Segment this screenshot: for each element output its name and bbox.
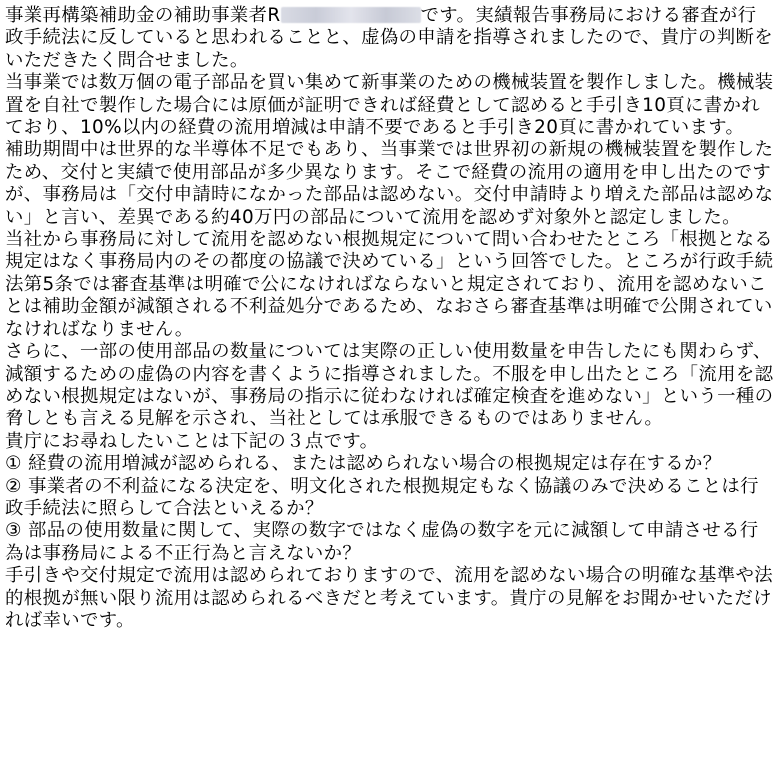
paragraph-false-instruction: さらに、一部の使用部品の数量については実際の正しい使用数量を申告したにも関わらず、減額するための虚偽の内容を書くように指導されました。不服を申し出たところ「流用を認めない根拠規定はないが、事務局の指示に従わなければ確定検査を進めない」という一種の脅しとも言える見解を示され、当社としては承服できるものではありません。 bbox=[5, 341, 774, 430]
question-item-3: ③ 部品の使用数量に関して、実際の数字ではなく虚偽の数字を元に減額して申請させる行為は事務局による不正行為と言えないか？ bbox=[5, 520, 759, 564]
inquiry-document bbox=[5, 5, 775, 632]
paragraph-no-basis-rule: 当社から事務局に対して流用を認めない根拠規定について問い合わせたところ「根拠となる規定はなく事務局内のその都度の協議で決めている」という回答でした。ところが行政手続法第5条では審査基準は明確で公になければならないと規定されており、流用を認めないことは補助金額が減額される不利益処分であるため、なおさら審査基準は明確で公開されていなければなりません。 bbox=[5, 229, 774, 340]
intro-text-after-redaction: です。実績報告事務局における審査が行政手続法に反していると思われることと、虚偽の申請を指導されましたので、貴庁の判断をいただきたく問合せました。 bbox=[5, 5, 773, 71]
redacted-name-block bbox=[281, 7, 421, 23]
intro-text-before-redaction: 事業再構築補助金の補助事業者R bbox=[5, 5, 281, 26]
paragraph-project-description: 当事業では数万個の電子部品を買い集めて新事業のための機械装置を製作しました。機械装置を自社で製作した場合には原価が証明できれば経費として認めると手引き10頁に書かれており、10%以内の経費の流用増減は申請不要であると手引き20頁に書かれています。 bbox=[5, 72, 774, 139]
paragraph-parts-difference: 補助期間中は世界的な半導体不足でもあり、当事業では世界初の新規の機械装置を製作したため、交付と実績で使用部品が多少異なります。そこで経費の流用の適用を申し出たのですが、事務局は「交付申請時になかった部品は認めない。交付申請時より増えた部品は認めない」と言い、差異である約40万円の部品について流用を認めず対象外と認定しました。 bbox=[5, 139, 774, 228]
paragraph-questions-intro: 貴庁にお尋ねしたいことは下記の３点です。 bbox=[5, 430, 379, 452]
question-item-2: ② 事業者の不利益になる決定を、明文化された根拠規定もなく協議のみで決めることは行政手続法に照らして合法といえるか？ bbox=[5, 475, 759, 519]
paragraph-conclusion: 手引きや交付規定で流用は認められておりますので、流用を認めない場合の明確な基準や法的根拠が無い限り流用は認められるべきだと考えています。貴庁の見解をお聞かせいただければ幸いです。 bbox=[5, 565, 773, 631]
question-item-1: ① 経費の流用増減が認められる、または認められない場合の根拠規定は存在するか？ bbox=[5, 453, 722, 475]
intro-paragraph bbox=[5, 5, 775, 72]
